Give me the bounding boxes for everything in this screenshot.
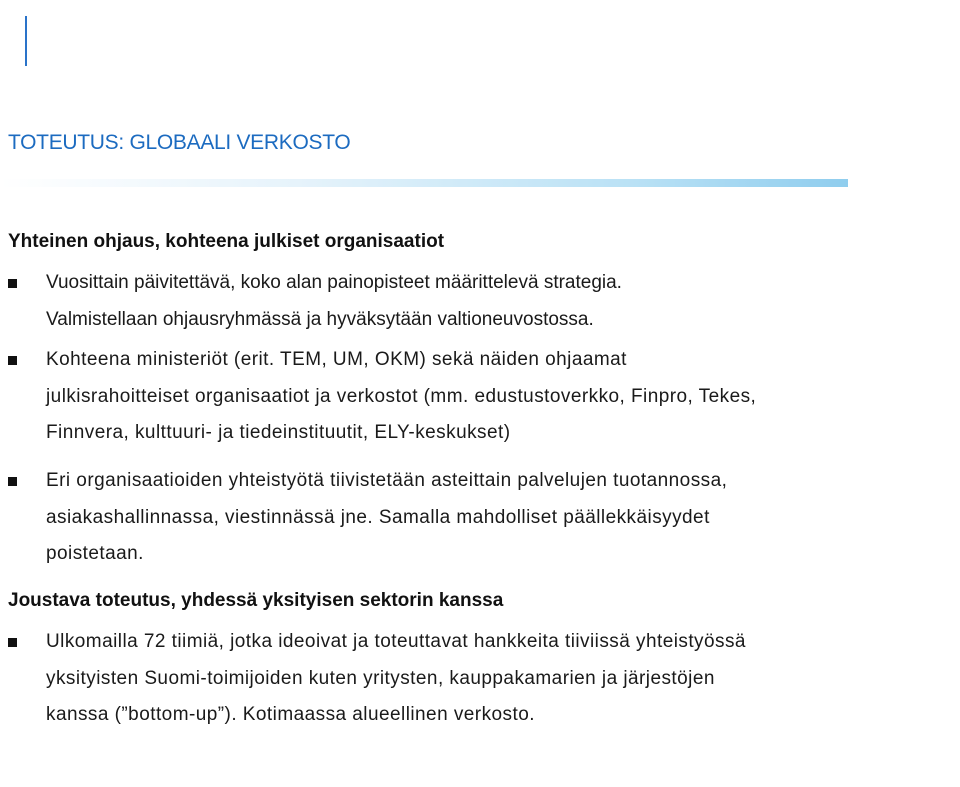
bullet-line: Valmistellaan ohjausryhmässä ja hyväksytään valtioneuvostossa.: [46, 308, 594, 330]
list-item: [46, 342, 916, 452]
square-bullet-icon: [8, 356, 17, 365]
bullet-line: poistetaan.: [46, 543, 144, 564]
list-item: [46, 463, 916, 573]
title-accent-bar: [25, 16, 27, 66]
list-item: [46, 265, 916, 338]
section-heading-private-collaboration: Joustava toteutus, yhdessä yksityisen sektorin kanssa: [8, 590, 504, 611]
bullet-line: Vuosittain päivitettävä, koko alan painopisteet määrittelevä strategia.: [46, 272, 622, 293]
bullet-line: Kohteena ministeriöt (erit. TEM, UM, OKM) sekä näiden ohjaamat: [46, 349, 627, 370]
square-bullet-icon: [8, 279, 17, 288]
square-bullet-icon: [8, 638, 17, 647]
bullet-line: asiakashallinnassa, viestinnässä jne. Samalla mahdolliset päällekkäisyydet: [46, 506, 710, 528]
bullet-line: julkisrahoitteiset organisaatiot ja verkostot (mm. edustustoverkko, Finpro, Tekes,: [46, 385, 757, 407]
bullet-line: yksityisten Suomi-toimijoiden kuten yritysten, kauppakamarien ja järjestöjen: [46, 667, 715, 689]
list-item: [46, 624, 916, 734]
title-divider: [0, 179, 848, 187]
bullet-line: Eri organisaatioiden yhteistyötä tiivistetään asteittain palvelujen tuotannossa,: [46, 470, 728, 491]
square-bullet-icon: [8, 477, 17, 486]
section-heading-public-steering: Yhteinen ohjaus, kohteena julkiset organisaatiot: [8, 231, 445, 252]
bullet-line: Ulkomailla 72 tiimiä, jotka ideoivat ja toteuttavat hankkeita tiiviissä yhteistyössä: [46, 631, 746, 652]
bullet-line: kanssa (”bottom-up”). Kotimaassa alueellinen verkosto.: [46, 704, 535, 725]
bullet-line: Finnvera, kulttuuri- ja tiedeinstituutit, ELY-keskukset): [46, 422, 511, 443]
page-title: TOTEUTUS: GLOBAALI VERKOSTO: [8, 131, 351, 154]
